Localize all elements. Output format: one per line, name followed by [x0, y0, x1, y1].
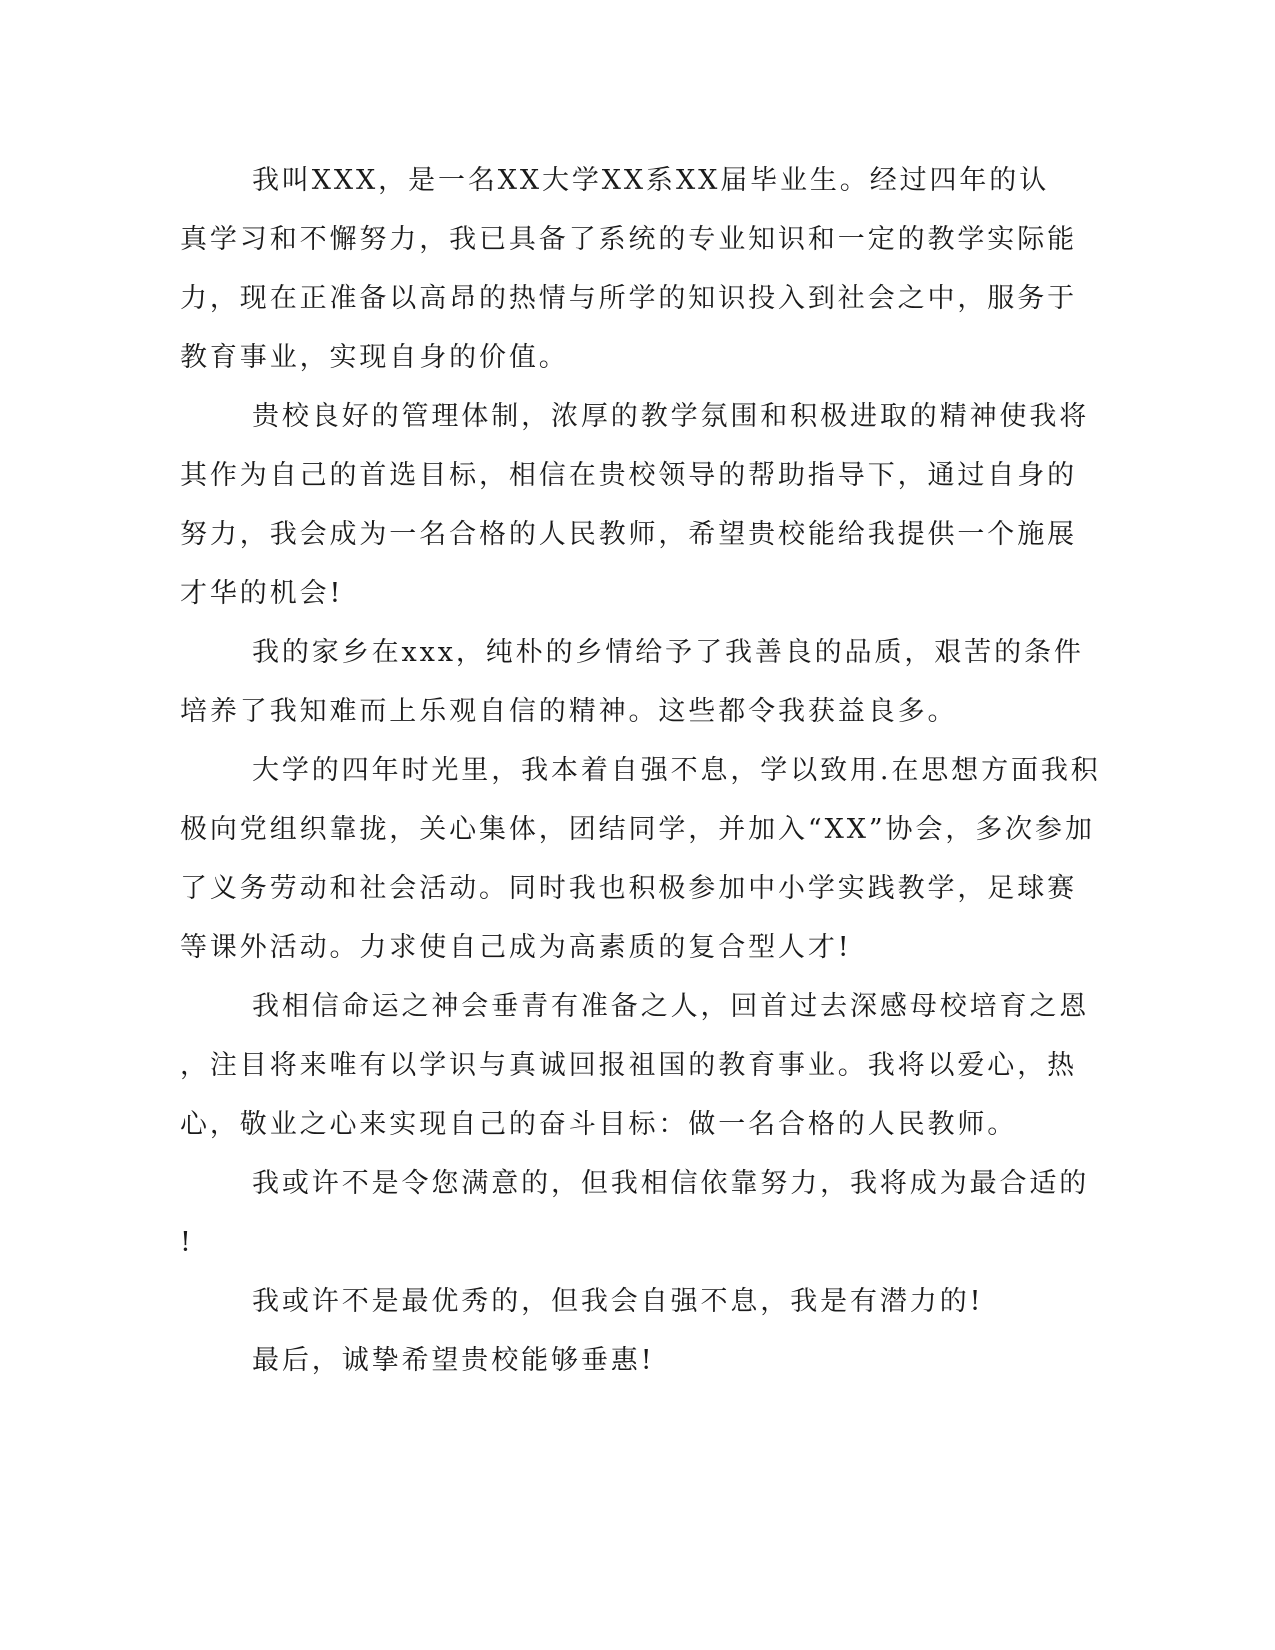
paragraph-2-line-3: 努力，我会成为一名合格的人民教师，希望贵校能给我提供一个施展: [180, 519, 1077, 550]
paragraph-2-line-1: 贵校良好的管理体制，浓厚的教学氛围和积极进取的精神使我将: [252, 401, 1090, 432]
paragraph-1-line-1: 我叫XXX，是一名XX大学XX系XX届毕业生。经过四年的认: [252, 165, 1050, 196]
paragraph-2-line-2: 其作为自己的首选目标，相信在贵校领导的帮助指导下，通过自身的: [180, 460, 1077, 491]
paragraph-6-line-2: !: [180, 1227, 194, 1258]
paragraph-7-line-1: 我或许不是最优秀的，但我会自强不息，我是有潜力的!: [252, 1286, 984, 1317]
paragraph-4-line-2: 极向党组织靠拢，关心集体，团结同学，并加入“XX”协会，多次参加: [180, 814, 1095, 845]
paragraph-5-line-1: 我相信命运之神会垂青有准备之人，回首过去深感母校培育之恩: [252, 991, 1090, 1022]
paragraph-4-line-4: 等课外活动。力求使自己成为高素质的复合型人才!: [180, 932, 852, 963]
paragraph-5-line-3: 心，敬业之心来实现自己的奋斗目标：做一名合格的人民教师。: [180, 1109, 1018, 1140]
paragraph-8-line-1: 最后，诚挚希望贵校能够垂惠!: [252, 1345, 655, 1376]
paragraph-4-line-3: 了义务劳动和社会活动。同时我也积极参加中小学实践教学，足球赛: [180, 873, 1077, 904]
paragraph-6-line-1: 我或许不是令您满意的，但我相信依靠努力，我将成为最合适的: [252, 1168, 1090, 1199]
paragraph-3-line-1: 我的家乡在xxx，纯朴的乡情给予了我善良的品质，艰苦的条件: [252, 637, 1084, 668]
paragraph-4-line-1: 大学的四年时光里，我本着自强不息，学以致用.在思想方面我积: [252, 755, 1101, 786]
paragraph-2-line-4: 才华的机会!: [180, 578, 344, 609]
paragraph-3-line-2: 培养了我知难而上乐观自信的精神。这些都令我获益良多。: [180, 696, 958, 727]
paragraph-1-line-3: 力，现在正准备以高昂的热情与所学的知识投入到社会之中，服务于: [180, 283, 1077, 314]
paragraph-1-line-4: 教育事业，实现自身的价值。: [180, 342, 569, 373]
paragraph-1-line-2: 真学习和不懈努力，我已具备了系统的专业知识和一定的教学实际能: [180, 224, 1077, 255]
paragraph-5-line-2: ，注目将来唯有以学识与真诚回报祖国的教育事业。我将以爱心，热: [180, 1050, 1077, 1081]
